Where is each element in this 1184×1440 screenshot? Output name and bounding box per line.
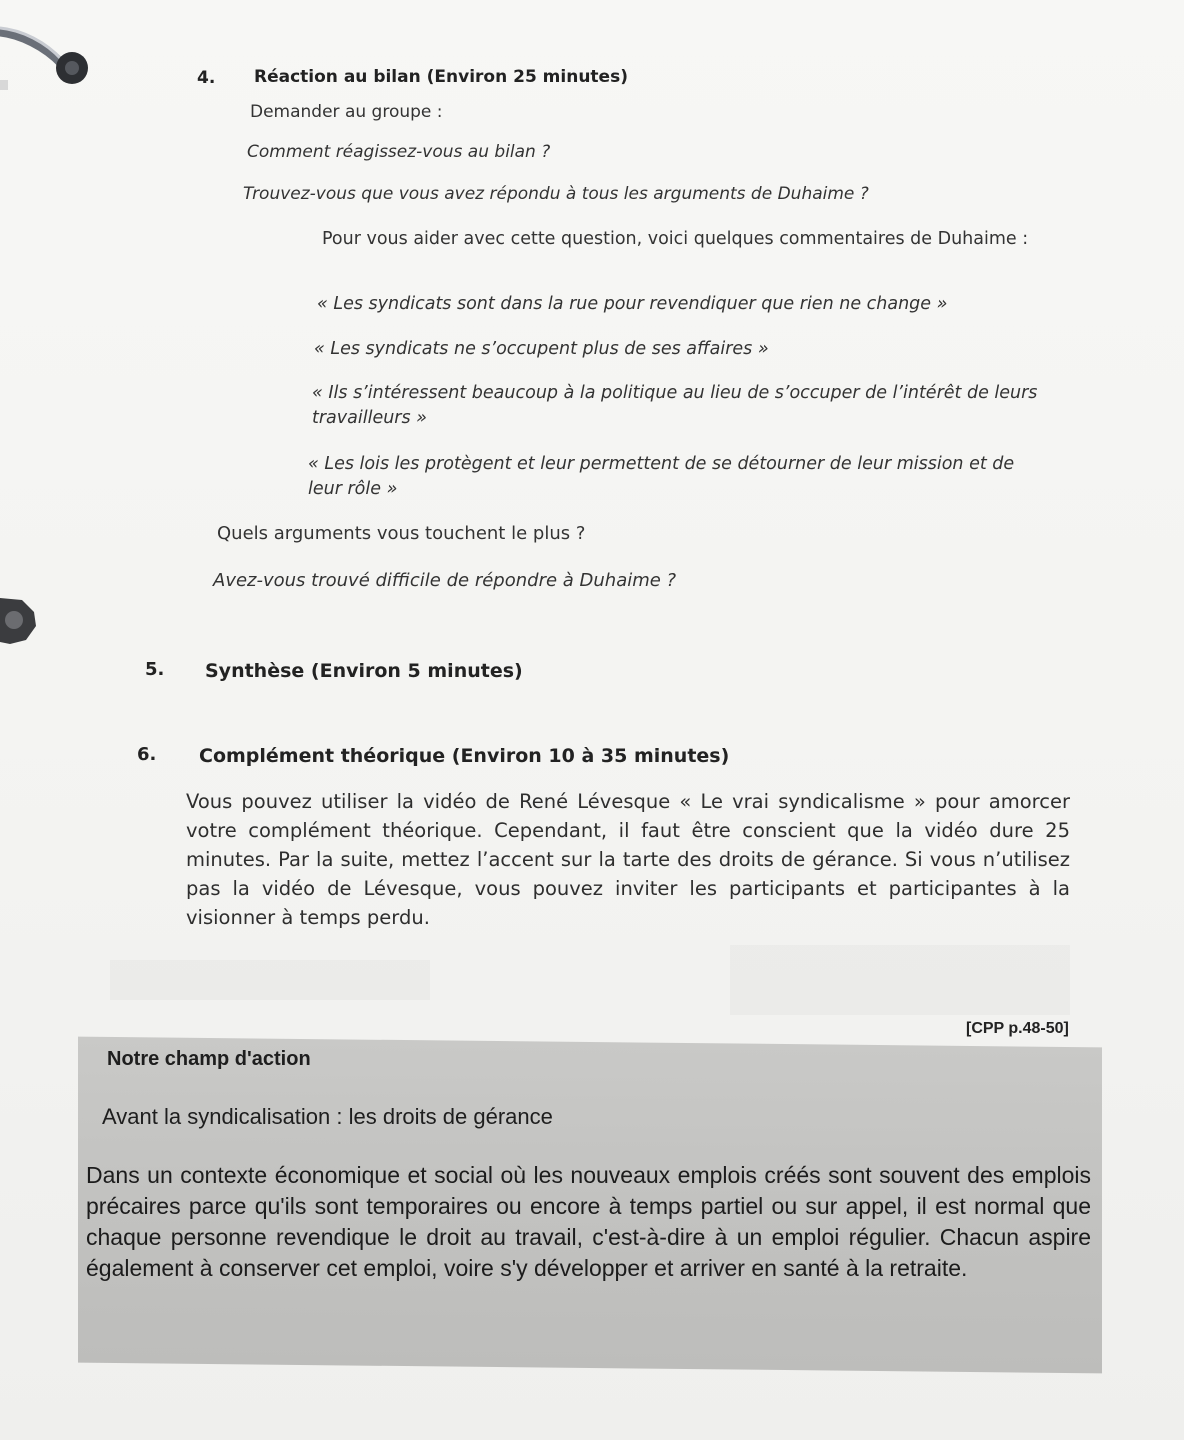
section-6-title: Complément théorique (Environ 10 à 35 minutes) — [199, 745, 730, 767]
quote-2: « Les syndicats ne s’occupent plus de ses affaires » — [314, 339, 769, 359]
box-body: Dans un contexte économique et social où les nouveaux emplois créés sont souvent des emplois précaires parce qu'ils sont temporaires ou encore à temps partiel ou sur appel, il est normal que chaque personne revendique le droit au travail, c'est-à-dire à un emploi régulier. Chacun aspire également à conserver cet emploi, voire s'y développer et arriver en santé à la retraite. — [86, 1162, 1091, 1281]
box-subtitle: Avant la syndicalisation : les droits de gérance — [102, 1104, 553, 1129]
section-4-question-4: Avez-vous trouvé difficile de répondre à Duhaime ? — [213, 570, 677, 591]
section-5-number: 5. — [145, 659, 165, 680]
reference-label: [CPP p.48-50] — [966, 1020, 1069, 1037]
section-4-ask: Demander au groupe : — [250, 102, 443, 122]
section-4-question-2: Trouvez-vous que vous avez répondu à tous les arguments de Duhaime ? — [243, 184, 869, 204]
bleed-through-mark — [730, 945, 1070, 1015]
quote-1: « Les syndicats sont dans la rue pour revendiquer que rien ne change » — [317, 294, 948, 314]
bleed-through-mark — [110, 960, 430, 1000]
section-6-body: Vous pouvez utiliser la vidéo de René Lévesque « Le vrai syndicalisme » pour amorcer votre complément théorique. Cependant, il faut être conscient que la vidéo dure 25 minutes. Par la suite, mettez l’accent sur la tarte des droits de gérance. Si vous n’utilisez pas la vidéo de Lévesque, vous pouvez inviter les participants et participantes à la visionner à temps perdu. — [186, 790, 1070, 929]
section-5-title: Synthèse (Environ 5 minutes) — [205, 660, 523, 682]
section-4-title: Réaction au bilan (Environ 25 minutes) — [254, 67, 628, 87]
section-4-question-3: Quels arguments vous touchent le plus ? — [217, 523, 586, 544]
quote-3: « Ils s’intéressent beaucoup à la politique au lieu de s’occuper de l’intérêt de leurs travailleurs » — [312, 383, 1038, 428]
section-6-number: 6. — [137, 744, 157, 765]
binder-ring-icon — [0, 20, 95, 90]
quote-4: « Les lois les protègent et leur permettent de se détourner de leur mission et de leur rôle » — [308, 454, 1015, 499]
section-4-question-1: Comment réagissez-vous au bilan ? — [247, 142, 551, 162]
box-title: Notre champ d'action — [107, 1048, 311, 1070]
section-4-intro: Pour vous aider avec cette question, voici quelques commentaires de Duhaime : — [322, 229, 1029, 249]
section-4-number: 4. — [197, 68, 216, 88]
binder-hole-icon — [0, 590, 40, 650]
